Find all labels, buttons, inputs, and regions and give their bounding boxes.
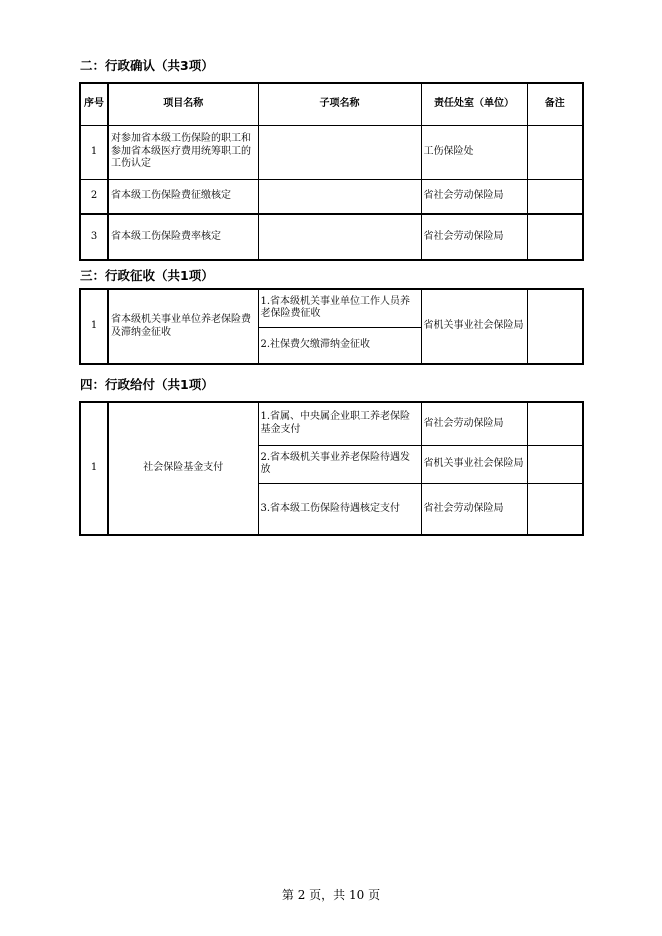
section4-heading: 四：行政给付（共1项） [80,377,214,392]
row-note [527,214,583,260]
row-subitem: 1.省属、中央属企业职工养老保险基金支付 [258,402,421,445]
section2-table [79,82,584,261]
header-item: 项目名称 [108,83,258,125]
header-dept: 责任处室（单位） [421,83,527,125]
row-dept: 省社会劳动保险局 [421,402,527,445]
row-note [527,483,583,535]
header-seq: 序号 [80,83,108,125]
row-dept: 省机关事业社会保险局 [421,289,527,364]
row-subitem: 2.省本级机关事业养老保险待遇发放 [258,445,421,483]
row-dept: 省社会劳动保险局 [421,179,527,214]
row-note [527,445,583,483]
row-dept: 工伤保险处 [421,125,527,179]
row-dept: 省机关事业社会保险局 [421,445,527,483]
table-row [80,214,583,260]
row-dept: 省社会劳动保险局 [421,214,527,260]
table-row [80,402,583,445]
row-subitem: 2.社保费欠缴滞纳金征收 [258,327,421,364]
row-seq: 2 [80,179,108,214]
row-item: 对参加省本级工伤保险的职工和参加省本级医疗费用统筹职工的工伤认定 [108,125,258,179]
section3-heading: 三：行政征收（共1项） [80,268,214,283]
table-header-row [80,83,583,125]
section2-heading: 二：行政确认（共3项） [80,58,214,73]
table-row [80,289,583,327]
row-seq: 3 [80,214,108,260]
table-row [80,125,583,179]
row-subitem: 3.省本级工伤保险待遇核定支付 [258,483,421,535]
row-item: 省本级机关事业单位养老保险费及滞纳金征收 [108,289,258,364]
row-subitem: 1.省本级机关事业单位工作人员养老保险费征收 [258,289,421,327]
row-item: 省本级工伤保险费率核定 [108,214,258,260]
row-subitem [258,214,421,260]
row-note [527,402,583,445]
row-subitem [258,125,421,179]
row-seq: 1 [80,402,108,535]
section3-table [79,288,584,365]
row-subitem [258,179,421,214]
row-note [527,125,583,179]
row-seq: 1 [80,125,108,179]
row-note [527,289,583,364]
row-seq: 1 [80,289,108,364]
page-footer: 第 2 页，共 10 页 [281,888,381,902]
row-item: 社会保险基金支付 [108,402,258,535]
table-row [80,179,583,214]
header-note: 备注 [527,83,583,125]
row-item: 省本级工伤保险费征缴核定 [108,179,258,214]
row-dept: 省社会劳动保险局 [421,483,527,535]
row-note [527,179,583,214]
header-subitem: 子项名称 [258,83,421,125]
section4-table [79,401,584,536]
